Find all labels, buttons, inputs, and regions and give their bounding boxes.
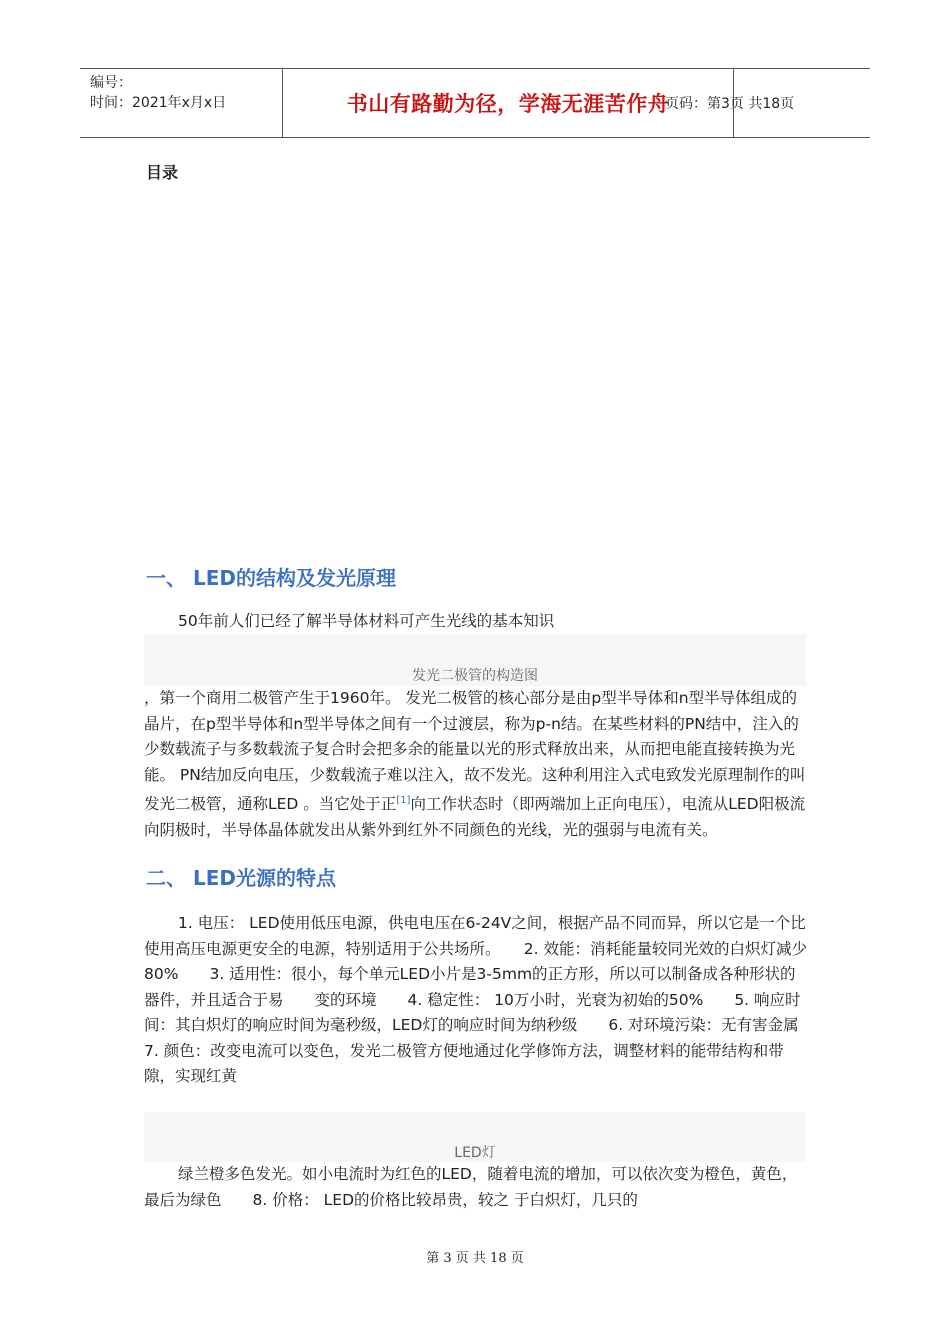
figure-caption-2: LED灯 [454, 1145, 496, 1161]
section2-heading: 二、 LED光源的特点 [146, 866, 336, 890]
section2-paragraph-2: 绿兰橙多色发光。如小电流时为红色的LED，随着电流的增加，可以依次变为橙色，黄色，最后为绿色 8. 价格： LED的价格比较昂贵，较之 于白炽灯，几只的 [144, 1165, 798, 1209]
section1-paragraph-2 [144, 686, 808, 843]
header-meta [90, 73, 280, 113]
section2-paragraph-1: 1. 电压： LED使用低压电源，供电电压在6-24V之间，根据产品不同而异，所以它是一个比使用高压电源更安全的电源，特别适用于公共场所。 2. 效能：消耗能量较同光效的白炽灯减少 80% 3. 适用性：很小，每个单元LED小片是3-5mm的正方形，所以可以制备成各种形状的器件，并且适合于易 变的环境 4. 稳定性： 10万小时，光衰为初始的50% 5. 响应时间：其白炽灯的响应时间为毫秒级，LED灯的响应时间为纳秒级 6. 对环境污染：无有害金属 7. 颜色：改变电流可以变色，发光二极管方便地通过化学修饰方法，调整材料的能带结构和带隙，实现红黄 [144, 914, 830, 1085]
reference-link[interactable]: [1] [396, 795, 411, 806]
toc-title: 目录 [146, 163, 179, 182]
page-footer: 第 3 页 共 18 页 [426, 1251, 524, 1266]
header-page-info: 页码：第3页 共18页 [665, 96, 795, 112]
header-motto: 书山有路勤为径，学海无涯苦作舟 [282, 69, 734, 137]
document-time-label: 时间：2021年x月x日 [90, 95, 227, 111]
section1-heading: 一、 LED的结构及发光原理 [146, 566, 396, 590]
document-number-label: 编号： [90, 75, 132, 91]
section1-paragraph-2-start: ，第一个商用二极管产生于1960年。 发光二极管的核心部分是由p型半导体和n型半导体组成的晶片，在p型半导体和n型半导体之间有一个过渡层，称为p-n结。在某些材料的PN结中，注入的少数载流子与多数载流子复合时会把多余的能量以光的形式释放出来，从而把电能直接转换为光能。 PN结加反向电压，少数载流子难以注入，故不发光。这种利用注入式电致发光原理制作的叫发光二极管，通称LED 。当它处于正 [144, 689, 806, 814]
section1-paragraph-1: 50年前人们已经了解半导体材料可产生光线的基本知识 [178, 612, 555, 630]
page-header [80, 68, 870, 138]
figure-caption-1: 发光二极管的构造图 [412, 668, 538, 684]
section1-paragraph-2-end: 向工作状态时（即两端加上正向电压），电流从LED阳极流向阴极时，半导体晶体就发出从紫外到红外不同颜色的光线，光的强弱与电流有关。 [144, 795, 806, 839]
